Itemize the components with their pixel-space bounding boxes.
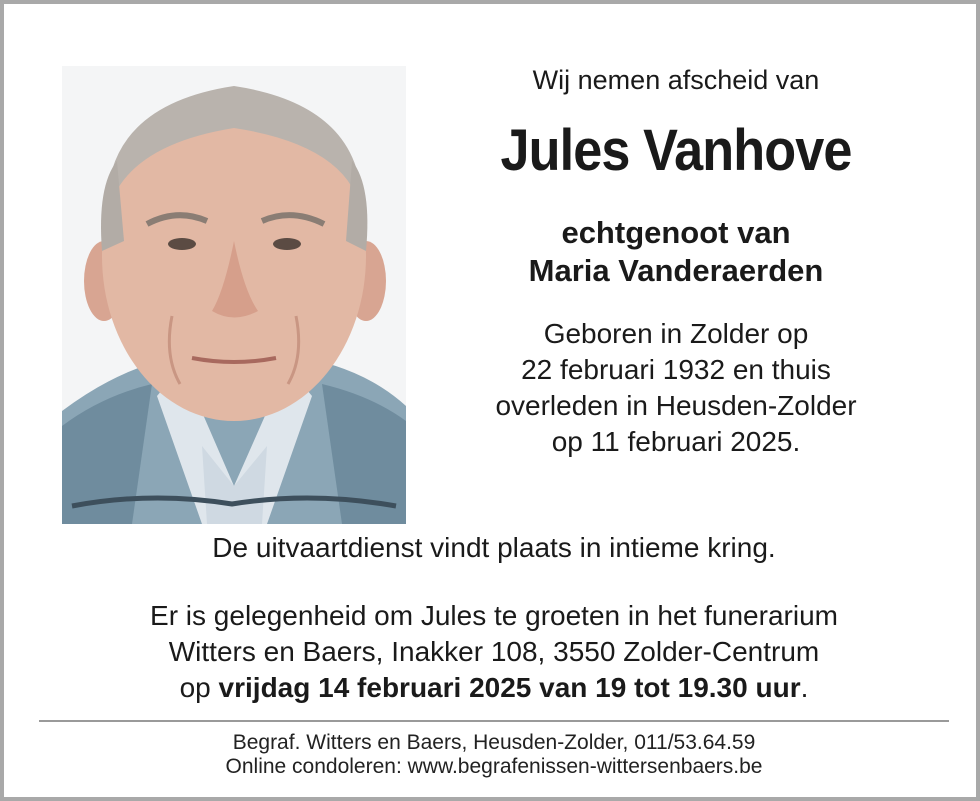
visit-prefix: op (179, 672, 219, 703)
notice-header (456, 52, 896, 460)
visit-line: Er is gelegenheid om Jules te groeten in het funerarium (150, 600, 838, 631)
portrait-image (62, 66, 406, 524)
deceased-name: Jules Vanhove (500, 118, 852, 183)
visitation-info (4, 598, 980, 706)
visit-time (4, 670, 980, 706)
visit-suffix: . (800, 672, 809, 703)
visit-datetime: vrijdag 14 februari 2025 van 19 tot 19.30 uur (218, 672, 801, 703)
intro-text: Wij nemen afscheid van (532, 65, 820, 95)
spouse-block (456, 214, 896, 290)
bio-line: overleden in Heusden-Zolder (495, 390, 857, 421)
footer-divider (39, 720, 949, 722)
bio-line: 22 februari 1932 en thuis (521, 354, 831, 385)
life-details (456, 316, 896, 460)
bio-line: op 11 februari 2025. (551, 426, 801, 457)
footer (4, 731, 980, 779)
spouse-label: echtgenoot van (561, 215, 791, 250)
service-notice: De uitvaartdienst vindt plaats in intieme kring. (212, 532, 776, 563)
funeral-home-contact: Begraf. Witters en Baers, Heusden-Zolder, 011/53.64.59 (232, 731, 756, 754)
visit-address: Witters en Baers, Inakker 108, 3550 Zolder-Centrum (168, 636, 820, 667)
spouse-name: Maria Vanderaerden (528, 253, 824, 288)
condolence-link[interactable]: Online condoleren: www.begrafenissen-wittersenbaers.be (225, 755, 763, 778)
portrait-photo (62, 66, 406, 524)
bio-line: Geboren in Zolder op (543, 318, 809, 349)
